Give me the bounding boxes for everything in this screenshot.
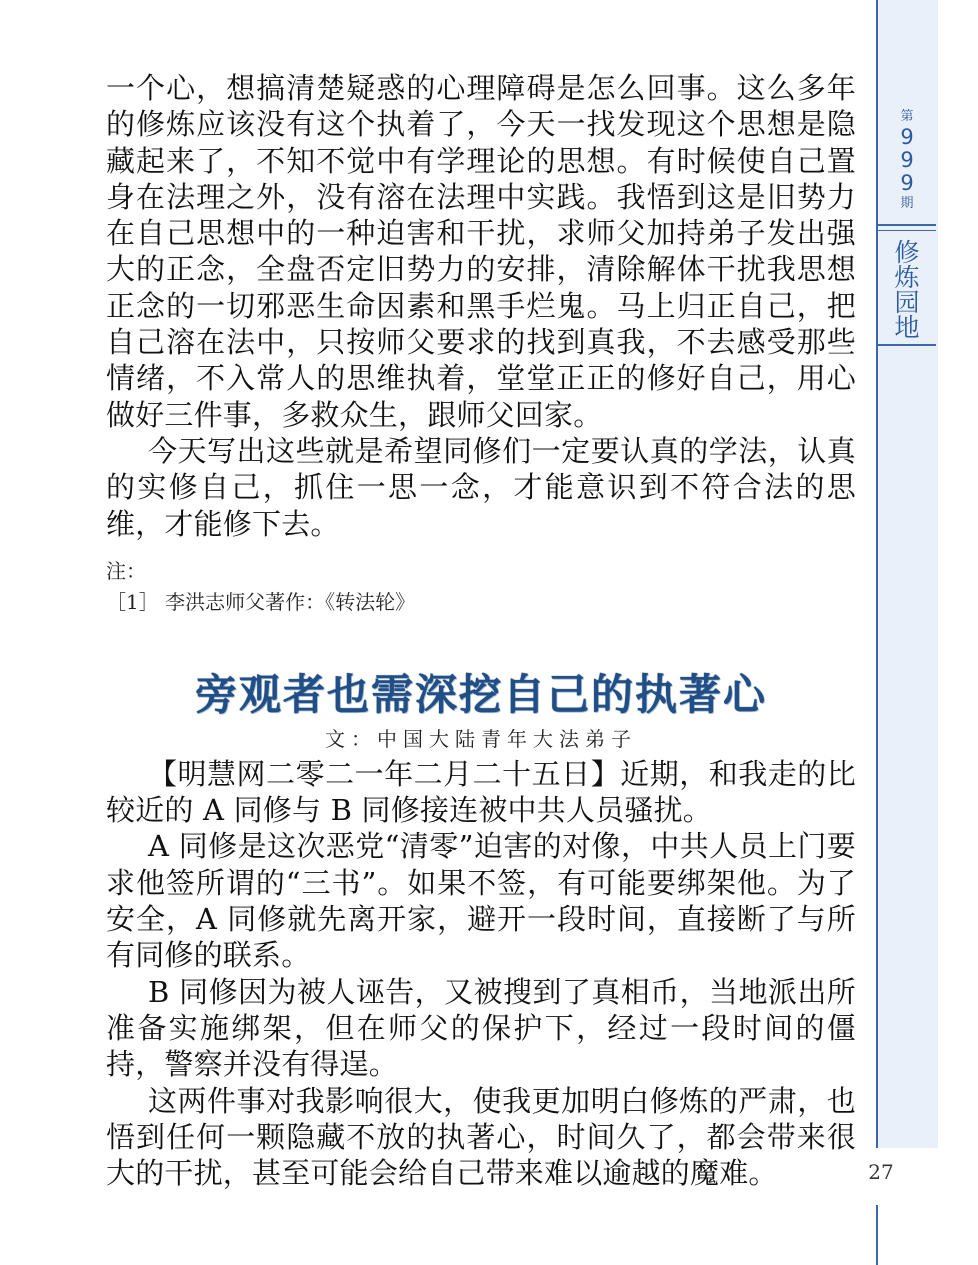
notes-label: 注： <box>106 558 146 583</box>
issue-digit: 9 <box>900 171 914 195</box>
margin-line <box>876 1205 878 1265</box>
article-paragraph: 这两件事对我影响很大，使我更加明白修炼的严肃，也悟到任何一颗隐藏不放的执著心，时间久了，都会带来很大的干扰，甚至可能会给自己带来难以逾越的魔难。 <box>106 1083 856 1191</box>
issue-digit: 9 <box>900 125 914 149</box>
main-content <box>106 70 856 1191</box>
article-paragraph: A 同修是这次恶党“清零”迫害的对像，中共人员上门要求他签所谓的“三书”。如果不签，有可能要绑架他。为了安全，A 同修就先离开家，避开一段时间，直接断了与所有同修的联系。 <box>106 829 856 973</box>
section-char: 地 <box>894 313 920 342</box>
article-paragraph: 【明慧网二零二一年二月二十五日】近期，和我走的比较近的 A 同修与 B 同修接连被中共人员骚扰。 <box>106 756 856 828</box>
issue-number <box>878 108 936 213</box>
side-tab <box>876 0 938 1148</box>
section-char: 修 <box>894 238 920 267</box>
divider <box>878 224 936 226</box>
section-char: 园 <box>894 288 920 317</box>
body-paragraph: 今天写出这些就是希望同修们一定要认真的学法，认真的实修自己，抓住一思一念，才能意识到不符合法的思维，才能修下去。 <box>106 433 856 541</box>
body-paragraph: 一个心，想搞清楚疑惑的心理障碍是怎么回事。这么多年的修炼应该没有这个执着了，今天一找发现这个思想是隐藏起来了，不知不觉中有学理论的思想。有时候使自己置身在法理之外，没有溶在法理中实践。我悟到这是旧势力在自己思想中的一种迫害和干扰，求师父加持弟子发出强大的正念，全盘否定旧势力的安排，清除解体干扰我思想正念的一切邪恶生命因素和黑手烂鬼。马上归正自己，把自己溶在法中，只按师父要求的找到真我，不去感受那些情绪，不入常人的思维执着，堂堂正正的修好自己，用心做好三件事，多救众生，跟师父回家。 <box>106 71 856 432</box>
issue-prefix: 第 <box>900 109 914 124</box>
issue-suffix: 期 <box>900 196 914 211</box>
divider <box>878 344 936 346</box>
article-title: 旁观者也需深挖自己的执著心 <box>194 669 767 719</box>
note-item: ［1］ 李洪志师父著作：《转法轮》 <box>106 589 416 614</box>
page-number: 27 <box>868 1160 894 1184</box>
section-char: 炼 <box>894 263 920 292</box>
divider <box>878 230 936 231</box>
section-name <box>878 240 936 340</box>
article-paragraph: B 同修因为被人诬告，又被搜到了真相币，当地派出所准备实施绑架，但在师父的保护下，经过一段时间的僵持，警察并没有得逞。 <box>106 974 856 1082</box>
notes-section <box>106 556 856 618</box>
article-byline: 文：中国大陆青年大法弟子 <box>325 726 637 751</box>
issue-digit: 9 <box>900 148 914 172</box>
